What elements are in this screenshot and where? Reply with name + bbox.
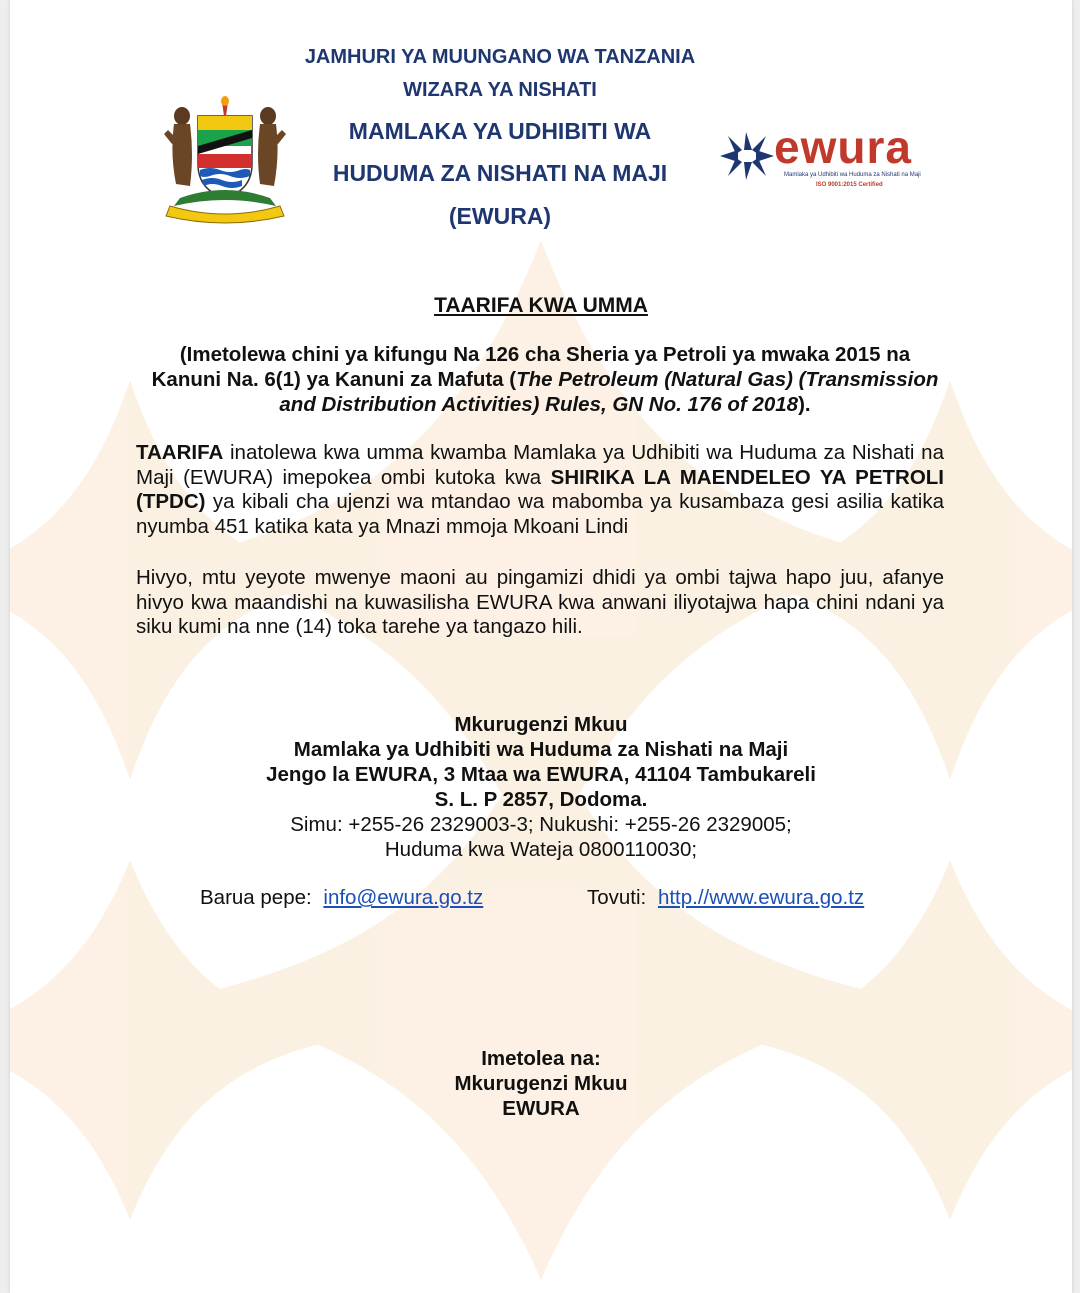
applicant-company: SHIRIKA LA MAENDELEO YA PETROLI (TPDC): [136, 465, 944, 513]
notice-text-a: inatolewa kwa umma kwamba Mamlaka ya Udhibiti wa Huduma za Nishati na Maji (EWURA) imepokea ombi kutoka kwa: [136, 441, 944, 489]
ewura-logo: [716, 121, 936, 198]
email-contact: [200, 886, 483, 910]
notice-title: TAARIFA KWA UMMA: [434, 294, 648, 317]
address-authority: Mamlaka ya Udhibiti wa Huduma za Nishati na Maji: [293, 738, 789, 761]
header-ministry: WIZARA YA NISHATI: [403, 79, 597, 101]
address-customer-service: Huduma kwa Wateja 0800110030;: [384, 838, 698, 861]
ewura-certification: ISO 9001:2015 Certified: [816, 182, 883, 188]
website-contact: [587, 886, 864, 910]
signature-title: Mkurugenzi Mkuu: [454, 1072, 628, 1095]
signature-organization: EWURA: [502, 1097, 580, 1120]
legal-basis-text: (Imetolewa chini ya kifungu Na 126 cha Sheria ya Petroli ya mwaka 2015 na Kanuni Na. 6(1) ya Kanuni za Mafuta (: [151, 343, 911, 391]
email-label: Barua pepe:: [200, 886, 312, 909]
notice-lead: TAARIFA: [136, 441, 224, 464]
website-link[interactable]: http.//www.ewura.go.tz: [657, 886, 865, 909]
ewura-wordmark: ewura: [774, 121, 912, 173]
website-label: Tovuti:: [587, 886, 647, 909]
header-acronym: (EWURA): [448, 203, 552, 229]
address-po-box: S. L. P 2857, Dodoma.: [434, 788, 648, 811]
notice-text-b: ya kibali cha ujenzi wa mtandao wa mabomba ya kusambaza gesi asilia katika nyumba 451 katika kata ya Mnazi mmoja Mkoani Lindi: [136, 490, 944, 538]
signature-issued-by: Imetolea na:: [481, 1047, 601, 1070]
document-page: [10, 0, 1072, 1293]
header-country: JAMHURI YA MUUNGANO WA TANZANIA: [304, 46, 696, 68]
legal-basis-close: ).: [798, 393, 811, 416]
address-title: Mkurugenzi Mkuu: [454, 713, 628, 736]
notice-paragraph-1: [136, 441, 944, 539]
address-phone: Simu: +255-26 2329003-3; Nukushi: +255-26 2329005;: [290, 813, 792, 836]
legal-basis-regulation: The Petroleum (Natural Gas) (Transmission and Distribution Activities) Rules, GN No. 176 of 2018: [279, 368, 939, 416]
header-authority-line1: MAMLAKA YA UDHIBITI WA: [348, 118, 652, 144]
notice-paragraph-2: Hivyo, mtu yeyote mwenye maoni au pingamizi dhidi ya ombi tajwa hapo juu, afanye hivyo kwa maandishi na kuwasilisha EWURA kwa anwani iliyotajwa hapa chini ndani ya siku kumi na nne (14) toka tarehe ya tangazo hili.: [136, 566, 944, 638]
coat-of-arms-icon: [160, 94, 290, 224]
ewura-tagline: Mamlaka ya Udhibiti wa Huduma za Nishati na Maji: [784, 172, 921, 178]
address-building: Jengo la EWURA, 3 Mtaa wa EWURA, 41104 Tambukareli: [266, 763, 816, 786]
legal-basis: [150, 342, 940, 417]
header-authority-line2: HUDUMA ZA NISHATI NA MAJI: [332, 160, 668, 186]
email-link[interactable]: info@ewura.go.tz: [323, 886, 484, 909]
